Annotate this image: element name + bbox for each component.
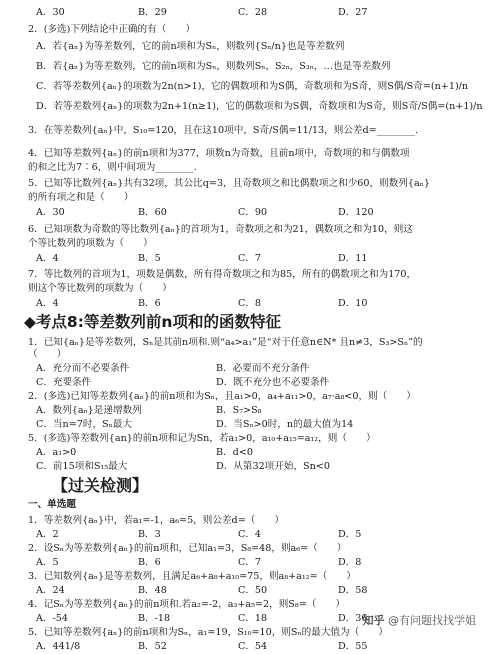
option-c: C．7 bbox=[238, 253, 262, 264]
options-s8-q2-row1 bbox=[36, 404, 490, 417]
question-2-option-a: A．若{aₙ}为等差数列，它的前n项和为Sₙ，则数列{Sₙ/n}也是等差数列 bbox=[36, 41, 345, 52]
option-a: A．4 bbox=[36, 253, 59, 264]
options-check-q5 bbox=[36, 640, 490, 653]
options-s8-q1-row1 bbox=[36, 362, 490, 375]
option-c: C．7 bbox=[238, 557, 262, 568]
watermark-site: 知乎 bbox=[362, 614, 385, 627]
option-a: A．4 bbox=[36, 298, 59, 309]
subsection-single-choice: 一、单选题 bbox=[28, 499, 76, 510]
watermark-handle: @有问题找找学姐 bbox=[388, 614, 476, 627]
option-c: C．8 bbox=[238, 298, 262, 309]
option-c: C．28 bbox=[238, 7, 268, 18]
options-check-q2 bbox=[36, 556, 490, 569]
option-c: C．54 bbox=[238, 641, 268, 652]
option-a: A．24 bbox=[36, 585, 65, 596]
option-b: B．6 bbox=[138, 557, 161, 568]
question-5-line-2: 的所有项之和是（ ） bbox=[28, 192, 134, 203]
check-question-1: 1．等差数列{aₙ}中，若a₁=-1，a₆=5，则公差d=（ ） bbox=[28, 515, 285, 526]
check-question-2: 2．设Sₙ为等差数列{aₙ}的前n项和，已知a₁=3，S₈=48，则a₆=（ ） bbox=[28, 543, 347, 554]
s8-question-1-line-2: （ ） bbox=[28, 349, 67, 360]
option-b: B．29 bbox=[138, 7, 167, 18]
options-s8-q5-row1 bbox=[36, 446, 490, 459]
option-d: D．36 bbox=[338, 613, 368, 624]
question-4-line-2: 的和之比为7∶6，则中间项为________. bbox=[28, 162, 197, 173]
question-3: 3．在等差数列{aₙ}中，S₁₀=120，且在这10项中，S奇/S偶=11/13，则公差d=________. bbox=[28, 125, 419, 136]
options-q1 bbox=[36, 6, 490, 19]
check-section-title: 【过关检测】 bbox=[52, 476, 149, 495]
options-check-q1 bbox=[36, 528, 490, 541]
option-b: B．S₇>S₈ bbox=[216, 405, 262, 416]
question-2-option-d: D．若等差数列{aₙ}的项数为2n+1(n≥1)，它的偶数项和为S偶，奇数项和为S奇，则S奇/S偶=(n+1)/n bbox=[36, 101, 483, 112]
check-question-5: 5．已知等差数列{aₙ}的前n项和为Sₙ，a₁=19，S₁₀=10，则Sₙ的最大值为（ ） bbox=[28, 627, 388, 638]
options-q7 bbox=[36, 297, 490, 310]
option-b: B．60 bbox=[138, 207, 167, 218]
option-b: B．6 bbox=[138, 298, 161, 309]
question-4-line-1: 4．已知等差数列{aₙ}的前n项和为377，项数n为奇数，且前n项中，奇数项的和与偶数项 bbox=[28, 148, 410, 159]
option-a: A．2 bbox=[36, 529, 59, 540]
option-a: A．a₁>0 bbox=[36, 447, 77, 458]
option-c: C．90 bbox=[238, 207, 268, 218]
options-s8-q5-row2 bbox=[36, 460, 490, 473]
option-c: C．50 bbox=[238, 585, 268, 596]
option-a: A．数列{aₙ}是递增数列 bbox=[36, 405, 142, 416]
option-d: D．55 bbox=[338, 641, 368, 652]
option-d: D．120 bbox=[338, 207, 374, 218]
question-2: 2．(多选)下列结论中正确的有（ ） bbox=[28, 24, 196, 35]
option-a: A．充分而不必要条件 bbox=[36, 363, 130, 374]
option-b: B．48 bbox=[138, 585, 167, 596]
option-a: A．-54 bbox=[36, 613, 68, 624]
options-q5 bbox=[36, 206, 490, 219]
options-s8-q1-row2 bbox=[36, 376, 490, 389]
question-7-line-1: 7．等比数列的首项为1，项数是偶数，所有得奇数项之和为85，所有的偶数项之和为170， bbox=[28, 269, 417, 280]
s8-question-5: 5．(多选)等差数列{an}的前n项和记为Sn，若a₁>0，a₁₀+a₁₅=a₁₂，则（ ） bbox=[28, 433, 376, 444]
question-6-line-2: 个等比数列的项数为（ ） bbox=[28, 238, 153, 249]
s8-question-2: 2．(多选)已知等差数列{aₙ}的前n项和为Sₙ，且a₁>0，a₄+a₁₁>0，a₇·a₈<0，则（ ） bbox=[28, 391, 417, 402]
options-check-q3 bbox=[36, 584, 490, 597]
option-d: D．11 bbox=[338, 253, 368, 264]
question-2-option-b: B．若{aₙ}为等差数列，它的前n项和为Sₙ，则数列Sₙ，S₂ₙ，S₃ₙ，…也是等差数列 bbox=[36, 61, 391, 72]
option-c: C．当n=7时，Sₙ最大 bbox=[36, 419, 132, 430]
question-7-line-2: 则这个等比数列的项数为（ ） bbox=[28, 283, 172, 294]
option-a: A．30 bbox=[36, 7, 65, 18]
options-s8-q2-row2 bbox=[36, 418, 490, 431]
s8-question-1-line-1: 1．已知{aₙ}是等差数列，Sₙ是其前n项和.则“a₄>a₁”是“对于任意n∈N* 且n≠3，S₃>Sₙ”的 bbox=[28, 337, 423, 348]
option-c: C．前15项和S₁₅最大 bbox=[36, 461, 128, 472]
option-b: B．52 bbox=[138, 641, 167, 652]
question-2-option-c: C．若等差数列{aₙ}的项数为2n(n>1)，它的偶数项和为S偶，奇数项和为S奇，则S偶/S奇=(n+1)/n bbox=[36, 81, 469, 92]
option-b: B．5 bbox=[138, 253, 161, 264]
option-a: A．5 bbox=[36, 557, 59, 568]
option-a: A．30 bbox=[36, 207, 65, 218]
option-b: B．3 bbox=[138, 529, 161, 540]
option-d: D．58 bbox=[338, 585, 368, 596]
option-d: D．5 bbox=[338, 529, 362, 540]
option-d: D．27 bbox=[338, 7, 368, 18]
question-5-line-1: 5．已知等比数列{aₙ}共有32项，其公比q=3，且奇数项之和比偶数项之和少60，则数列{aₙ} bbox=[28, 178, 430, 189]
option-d: D．当Sₙ>0时，n的最大值为14 bbox=[216, 419, 354, 430]
option-b: B．d<0 bbox=[216, 447, 253, 458]
option-b: B．必要而不充分条件 bbox=[216, 363, 310, 374]
option-d: D．8 bbox=[338, 557, 362, 568]
option-c: C．18 bbox=[238, 613, 268, 624]
option-d: D．10 bbox=[338, 298, 368, 309]
check-question-3: 3．已知数列{aₙ}是等差数列，且满足a₆+a₈+a₁₀=75，则a₈+a₁₂=（ ） bbox=[28, 571, 356, 582]
option-d: D．既不充分也不必要条件 bbox=[216, 377, 330, 388]
options-q6 bbox=[36, 252, 490, 265]
watermark bbox=[363, 612, 477, 628]
option-a: A．441/8 bbox=[36, 641, 81, 652]
option-b: B．-18 bbox=[138, 613, 171, 624]
question-6-line-1: 6．已知项数为奇数的等比数列{aₙ}的首项为1，奇数项之和为21，偶数项之和为10，则这 bbox=[28, 224, 413, 235]
section-heading-8: ◆考点8:等差数列前n项和的函数特征 bbox=[24, 313, 281, 331]
check-question-4: 4．记Sₙ为等差数列{aₙ}的前n项和.若a₂=-2，a₃+a₅=2，则S₈=（ ） bbox=[28, 599, 346, 610]
option-c: C．充要条件 bbox=[36, 377, 92, 388]
option-d: D．从第32项开始，Sn<0 bbox=[216, 461, 330, 472]
option-c: C．4 bbox=[238, 529, 262, 540]
